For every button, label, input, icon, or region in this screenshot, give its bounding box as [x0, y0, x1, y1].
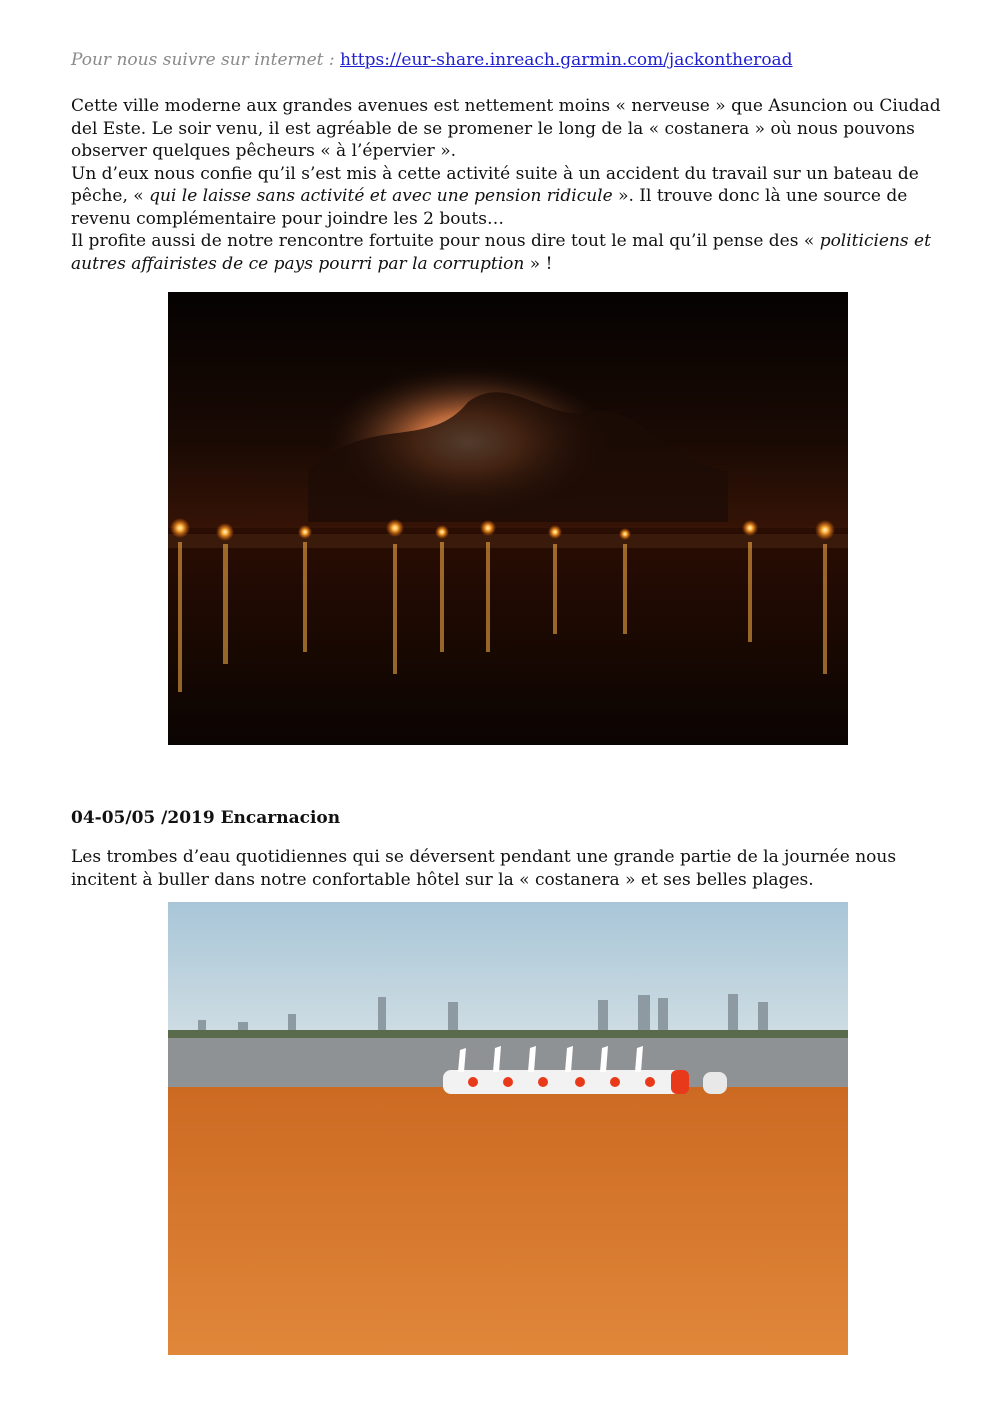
beach-photo [168, 902, 848, 1355]
paragraph-sentence [71, 230, 951, 275]
follow-link[interactable]: https://eur-share.inreach.garmin.com/jackontheroad [340, 50, 793, 70]
paragraph-costanera [71, 95, 951, 275]
follow-line [71, 48, 793, 72]
quote-run: politiciens et autres affairistes de ce pays pourri par la corruption [71, 231, 931, 274]
quote-run: qui le laisse sans activité et avec une pension ridicule [149, 186, 613, 206]
paragraph-sentence [71, 163, 951, 231]
text-run: ». Il trouve donc là une source de revenu complémentaire pour joindre les 2 bouts… [71, 186, 908, 229]
paragraph-encarnacion [71, 846, 951, 891]
text-run: » ! [524, 253, 553, 274]
text-run: Il profite aussi de notre rencontre fortuite pour nous dire tout le mal qu’il pense des « [71, 231, 820, 251]
night-bridge-photo [168, 292, 848, 745]
paragraph-sentence: Cette ville moderne aux grandes avenues est nettement moins « nerveuse » que Asuncion ou Ciudad del Este. Le soir venu, il est agréable de se promener le long de la « costanera » où nous pouvons observer quelques pêcheurs « à l’épervier ». [71, 96, 941, 161]
paragraph-text: Les trombes d’eau quotidiennes qui se déversent pendant une grande partie de la journée nous incitent à buller dans notre confortable hôtel sur la « costanera » et ses belles plages. [71, 847, 897, 890]
section-heading: 04-05/05 /2019 Encarnacion [71, 808, 341, 828]
follow-label: Pour nous suivre sur internet : [71, 50, 335, 70]
text-run: Un d’eux nous confie qu’il s’est mis à cette activité suite à un accident du travail sur un bateau de pêche, « [71, 163, 919, 206]
